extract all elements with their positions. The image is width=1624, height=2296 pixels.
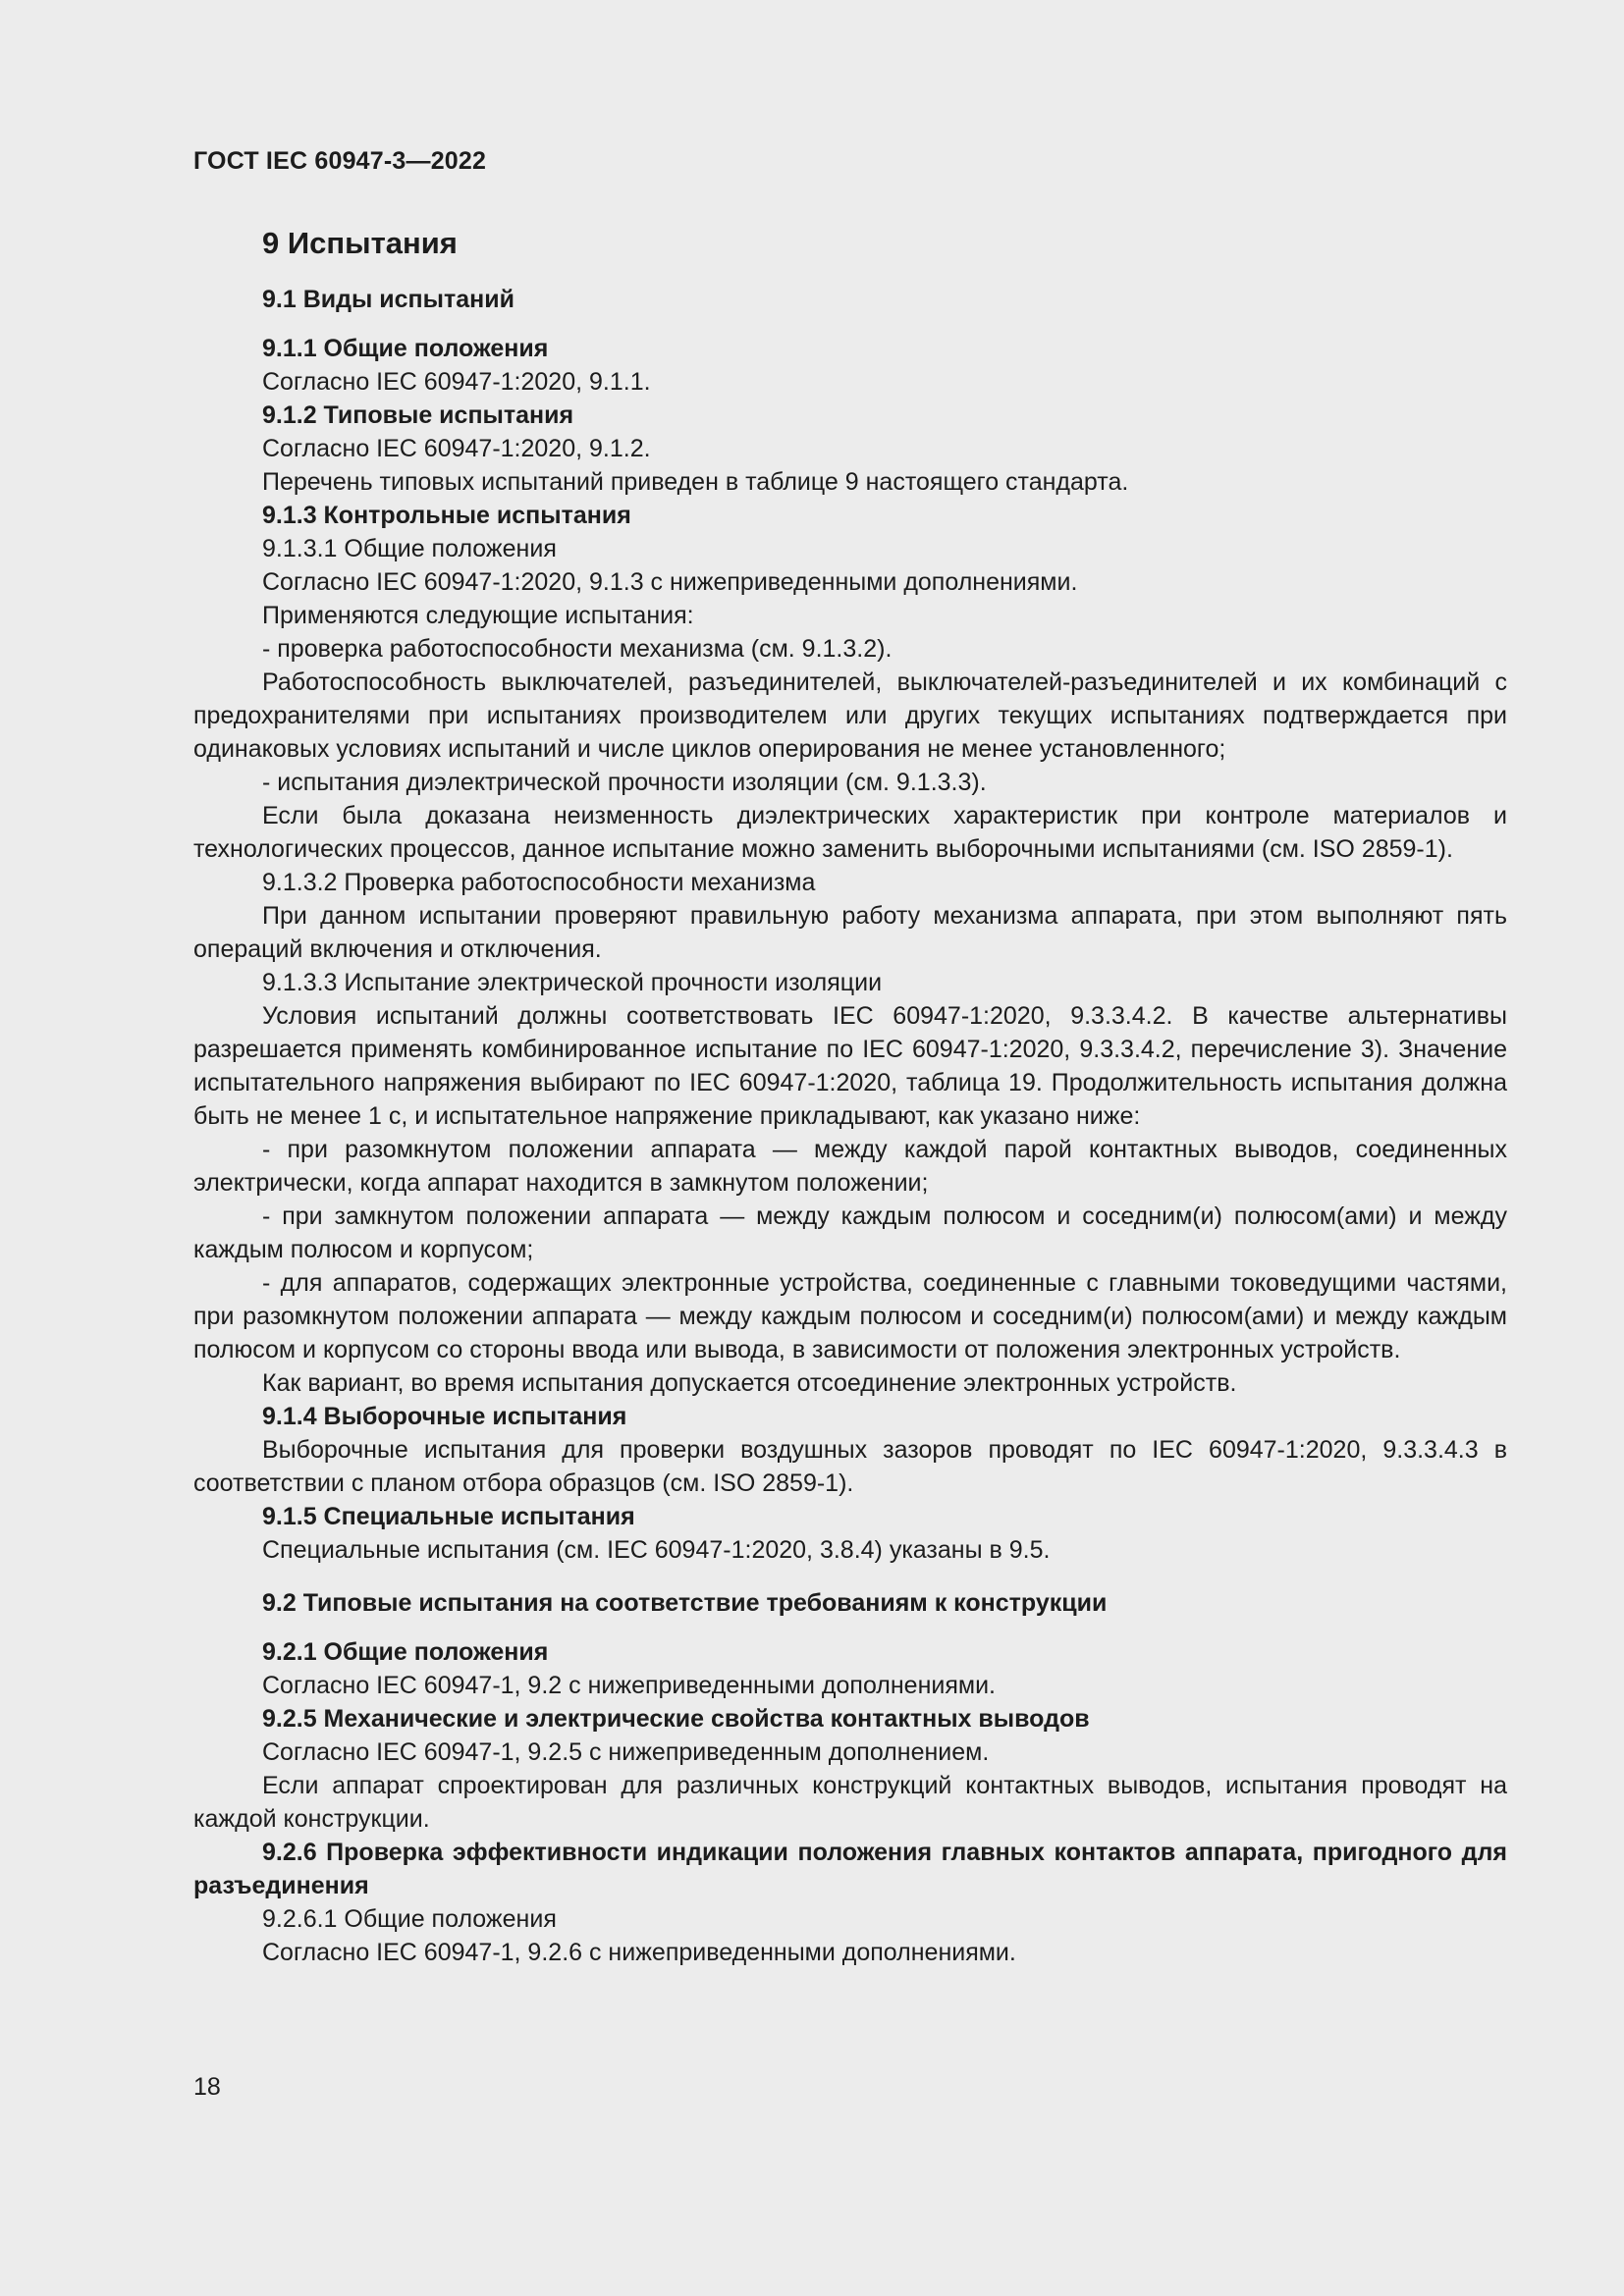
paragraph: Согласно IEC 60947-1, 9.2.6 с нижеприведенными дополнениями. (262, 1939, 1016, 1966)
section-9-1-5-title: 9.1.5 Специальные испытания (262, 1503, 635, 1530)
paragraph: Согласно IEC 60947-1, 9.2.5 с нижеприведенным дополнением. (262, 1738, 990, 1766)
section-9-1-2-title: 9.1.2 Типовые испытания (262, 401, 574, 429)
paragraph: Как вариант, во время испытания допускается отсоединение электронных устройств. (262, 1369, 1237, 1397)
section-9-1-3-title: 9.1.3 Контрольные испытания (262, 502, 631, 529)
section-9-1-1-title: 9.1.1 Общие положения (262, 335, 549, 362)
paragraph: Если была доказана неизменность диэлектрических характеристик при контроле материалов и технологических процессов, данное испытание можно заменить выборочными испытаниями (см. ISO 2859-1). (193, 802, 1507, 863)
section-9-1-3-1-title: 9.1.3.1 Общие положения (262, 535, 557, 562)
section-9-2-5-title: 9.2.5 Механические и электрические свойства контактных выводов (262, 1705, 1090, 1733)
section-9-2-1-title: 9.2.1 Общие положения (262, 1638, 549, 1666)
paragraph: Согласно IEC 60947-1, 9.2 с нижеприведенными дополнениями. (262, 1672, 996, 1699)
list-item: - при разомкнутом положении аппарата — между каждой парой контактных выводов, соединенных электрически, когда аппарат находится в замкнутом положении; (193, 1136, 1507, 1197)
list-item: - при замкнутом положении аппарата — между каждым полюсом и соседним(и) полюсом(ами) и между каждым полюсом и корпусом; (193, 1202, 1507, 1263)
section-9-1-title: 9.1 Виды испытаний (262, 286, 514, 313)
list-item: - для аппаратов, содержащих электронные устройства, соединенные с главными токоведущими частями, при разомкнутом положении аппарата — между каждым полюсом и соседним(и) полюсом(ами) и между каждым полюсом и корпусом со стороны ввода или вывода, в зависимости от положения электронных устройств. (193, 1269, 1507, 1363)
list-item: - проверка работоспособности механизма (см. 9.1.3.2). (262, 635, 893, 663)
section-9-1-3-3-title: 9.1.3.3 Испытание электрической прочности изоляции (262, 969, 883, 996)
paragraph: Согласно IEC 60947-1:2020, 9.1.2. (262, 435, 651, 462)
section-9-1-4-title: 9.1.4 Выборочные испытания (262, 1403, 627, 1430)
standard-code-header: ГОСТ IEC 60947-3—2022 (193, 147, 487, 175)
section-9-2-6-title: 9.2.6 Проверка эффективности индикации положения главных контактов аппарата, пригодного для разъединения (193, 1839, 1507, 1899)
section-9-2-title: 9.2 Типовые испытания на соответствие требованиям к конструкции (262, 1589, 1108, 1617)
page-number: 18 (193, 2073, 221, 2101)
section-9-2-6-1-title: 9.2.6.1 Общие положения (262, 1905, 557, 1933)
paragraph: Работоспособность выключателей, разъединителей, выключателей-разъединителей и их комбинаций с предохранителями при испытаниях производителем или других текущих испытаниях подтверждается при одинаковых условиях испытаний и числе циклов оперирования не менее установленного; (193, 668, 1507, 763)
paragraph: Условия испытаний должны соответствовать IEC 60947-1:2020, 9.3.3.4.2. В качестве альтернативы разрешается применять комбинированное испытание по IEC 60947-1:2020, 9.3.3.4.2, перечисление 3). Значение испытательного напряжения выбирают по IEC 60947-1:2020, таблица 19. Продолжительность испытания должна быть не менее 1 с, и испытательное напряжение прикладывают, как указано ниже: (193, 1002, 1507, 1130)
paragraph: Перечень типовых испытаний приведен в таблице 9 настоящего стандарта. (262, 468, 1129, 496)
paragraph: Выборочные испытания для проверки воздушных зазоров проводят по IEC 60947-1:2020, 9.3.3.4.3 в соответствии с планом отбора образцов (см. ISO 2859-1). (193, 1436, 1507, 1497)
paragraph: Применяются следующие испытания: (262, 602, 694, 629)
paragraph: При данном испытании проверяют правильную работу механизма аппарата, при этом выполняют пять операций включения и отключения. (193, 902, 1507, 963)
list-item: - испытания диэлектрической прочности изоляции (см. 9.1.3.3). (262, 769, 987, 796)
section-9-title: 9 Испытания (262, 226, 458, 260)
paragraph: Согласно IEC 60947-1:2020, 9.1.3 с нижеприведенными дополнениями. (262, 568, 1078, 596)
page-content (193, 224, 1507, 1969)
paragraph: Если аппарат спроектирован для различных конструкций контактных выводов, испытания проводят на каждой конструкции. (193, 1772, 1507, 1833)
paragraph: Специальные испытания (см. IEC 60947-1:2020, 3.8.4) указаны в 9.5. (262, 1536, 1051, 1564)
section-9-1-3-2-title: 9.1.3.2 Проверка работоспособности механизма (262, 869, 816, 896)
paragraph: Согласно IEC 60947-1:2020, 9.1.1. (262, 368, 651, 396)
